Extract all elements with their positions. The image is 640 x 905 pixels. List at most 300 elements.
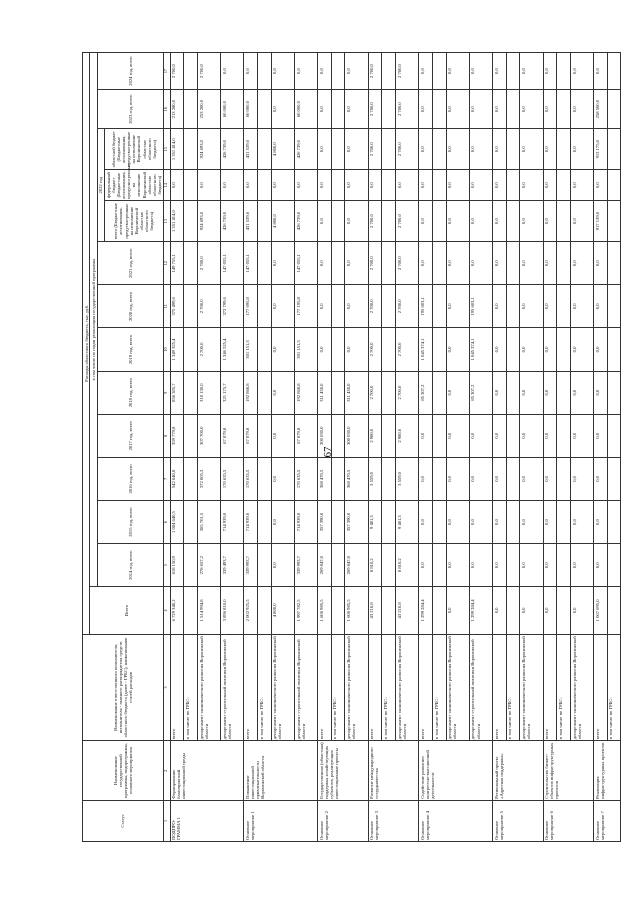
value-cell: 0,0 — [594, 457, 608, 500]
header-2019: 2019 год, всего — [97, 328, 163, 371]
value-cell — [331, 328, 345, 371]
value-cell: 0,0 — [570, 53, 593, 90]
table-row — [170, 53, 184, 842]
executor-cell: департамент экономического развития Воронежской области — [271, 634, 294, 741]
value-cell: 0,0 — [446, 90, 469, 129]
value-cell: 2 700,0 — [368, 129, 382, 170]
value-cell: 0,0 — [492, 201, 506, 242]
value-cell: 0,0 — [492, 285, 506, 328]
value-cell: 0,0 — [570, 371, 593, 414]
document-sheet — [82, 52, 614, 842]
value-cell — [331, 414, 345, 457]
value-cell: 0,0 — [520, 129, 543, 170]
value-cell: 253 200,0 — [197, 90, 220, 129]
value-cell: 0,0 — [492, 129, 506, 170]
value-cell: 0,0 — [170, 170, 184, 201]
value-cell — [557, 242, 571, 285]
budget-table — [82, 52, 621, 842]
table-row — [594, 53, 608, 842]
value-cell — [258, 129, 272, 170]
value-cell: 0,0 — [469, 414, 492, 457]
status-cell: Основное мероприятие 4 — [419, 800, 493, 841]
table-row — [258, 53, 272, 842]
value-cell: 0,0 — [520, 414, 543, 457]
column-number: 15 — [163, 129, 170, 170]
value-cell: 1 514 994,8 — [197, 587, 220, 634]
value-cell: 0,0 — [396, 170, 419, 201]
table-row — [382, 53, 396, 842]
table-row — [419, 53, 433, 842]
value-cell: 542 640,8 — [170, 457, 184, 500]
value-cell: 0,0 — [492, 371, 506, 414]
value-cell: 375 499,6 — [170, 285, 184, 328]
value-cell: 0,0 — [446, 129, 469, 170]
value-cell: 3 896 810,0 — [221, 587, 244, 634]
table-row — [557, 53, 571, 842]
value-cell — [432, 371, 446, 414]
executor-cell: всего — [594, 634, 608, 741]
column-number: 12 — [163, 242, 170, 285]
value-cell: 1 349 325,4 — [170, 328, 184, 371]
value-cell — [258, 242, 272, 285]
value-cell: 2 980,0 — [368, 414, 382, 457]
value-cell — [506, 587, 520, 634]
value-cell — [607, 285, 621, 328]
value-cell — [607, 129, 621, 170]
value-cell: 0,0 — [446, 544, 469, 587]
value-cell — [184, 544, 198, 587]
value-cell: 1 606 985,5 — [318, 587, 332, 634]
value-cell: 2 980,0 — [396, 414, 419, 457]
status-cell: ПОДПРО-ГРАММА 1 — [170, 800, 244, 841]
value-cell: 0,0 — [446, 170, 469, 201]
value-cell: 0,0 — [469, 129, 492, 170]
executor-cell: в том числе по ГРБС: — [258, 634, 272, 741]
value-cell: 0,0 — [271, 170, 294, 201]
value-cell: 177 195,8 — [294, 285, 317, 328]
executor-cell: в том числе по ГРБС: — [557, 634, 571, 741]
value-cell — [258, 201, 272, 242]
value-cell: 6 729 340,2 — [170, 587, 184, 634]
table-row — [396, 53, 419, 842]
value-cell — [258, 90, 272, 129]
value-cell: 0,0 — [221, 170, 244, 201]
value-cell — [184, 414, 198, 457]
value-cell: 0,0 — [492, 90, 506, 129]
header-expenditures: Расходы областного бюджета, тыс. руб. — [83, 53, 90, 635]
executor-cell: в том числе по ГРБС: — [506, 634, 520, 741]
value-cell: 1 997 782,5 — [294, 587, 317, 634]
value-cell: 2 700,0 — [197, 242, 220, 285]
value-cell: 372 799,6 — [221, 285, 244, 328]
value-cell — [607, 90, 621, 129]
value-cell: 213 280,0 — [170, 90, 184, 129]
header-2016: 2016 год, всего — [97, 457, 163, 500]
value-cell: 0,0 — [244, 170, 258, 201]
value-cell: 0,0 — [520, 328, 543, 371]
value-cell — [382, 170, 396, 201]
value-cell: 0,0 — [594, 544, 608, 587]
value-cell: 0,0 — [543, 587, 557, 634]
value-cell — [184, 242, 198, 285]
header-2022-total: всего (Бюджетные ассигнования, предусмотренные на исполнение Воронежской областью областного бюджета) — [104, 201, 163, 242]
rotated-table-container — [82, 52, 614, 842]
value-cell: 426 739,0 — [221, 129, 244, 170]
value-cell: 1 606 985,5 — [345, 587, 368, 634]
executor-cell: департамент строительной политики Воронежской области — [294, 634, 317, 741]
executor-cell: департамент экономического развития Воронежской области — [396, 634, 419, 741]
value-cell — [382, 201, 396, 242]
value-cell: 0,0 — [446, 500, 469, 543]
value-cell: 1 045 374,1 — [469, 328, 492, 371]
value-cell — [557, 544, 571, 587]
value-cell — [258, 285, 272, 328]
value-cell — [506, 170, 520, 201]
value-cell: 0,0 — [318, 90, 332, 129]
value-cell: 0,0 — [345, 242, 368, 285]
value-cell: 0,0 — [419, 500, 433, 543]
value-cell: 1 045 374,1 — [419, 328, 433, 371]
value-cell: 0,0 — [446, 457, 469, 500]
value-cell: 0,0 — [446, 242, 469, 285]
value-cell: 1 084 640,5 — [170, 500, 184, 543]
value-cell: 0,0 — [520, 544, 543, 587]
value-cell — [331, 371, 345, 414]
value-cell: 0,0 — [469, 457, 492, 500]
value-cell: 0,0 — [594, 170, 608, 201]
table-row — [432, 53, 446, 842]
executor-cell: в том числе по ГРБС: — [382, 634, 396, 741]
table-row — [184, 53, 198, 842]
table-row — [318, 53, 332, 842]
value-cell — [184, 328, 198, 371]
value-cell — [506, 201, 520, 242]
column-numbers-row — [163, 53, 170, 842]
value-cell — [557, 328, 571, 371]
table-row — [271, 53, 294, 842]
value-cell: 147 055,1 — [294, 242, 317, 285]
header-2014: 2014 год, всего — [97, 544, 163, 587]
value-cell: 0,0 — [492, 587, 506, 634]
value-cell: 2 700,0 — [368, 90, 382, 129]
header-status: Статус — [83, 800, 164, 841]
value-cell — [382, 371, 396, 414]
value-cell: 0,0 — [570, 242, 593, 285]
value-cell: 0,0 — [345, 328, 368, 371]
value-cell — [557, 457, 571, 500]
executor-cell: департамент экономического развития Воронежской области — [520, 634, 543, 741]
value-cell: 0,0 — [543, 285, 557, 328]
value-cell: 0,0 — [543, 170, 557, 201]
value-cell: 43 210,8 — [368, 587, 382, 634]
value-cell — [432, 457, 446, 500]
value-cell: 0,0 — [271, 328, 294, 371]
column-number: 9 — [163, 371, 170, 414]
value-cell: 2 700,0 — [368, 242, 382, 285]
program-name-cell: Государственная (областная) поддержка хозяйствующих субъектов, реализующих инвестиционные проекты — [318, 741, 369, 801]
value-cell: 0,0 — [543, 414, 557, 457]
executor-cell: департамент экономического развития Воронежской области — [197, 634, 220, 741]
value-cell: 913 175,0 — [594, 129, 608, 170]
value-cell: 1 067 695,0 — [594, 587, 608, 634]
value-cell — [557, 587, 571, 634]
program-name-cell: Повышение инвестиционной привлекательности Воронежской области — [244, 741, 318, 801]
value-cell — [258, 414, 272, 457]
value-cell: 0,0 — [543, 500, 557, 543]
value-cell: 147 055,1 — [221, 242, 244, 285]
value-cell: 67 079,8 — [221, 414, 244, 457]
value-cell — [607, 544, 621, 587]
column-number: 17 — [163, 53, 170, 90]
value-cell — [432, 414, 446, 457]
value-cell: 0,0 — [594, 371, 608, 414]
value-cell: 85 307,2 — [469, 371, 492, 414]
value-cell: 618 150,9 — [170, 544, 184, 587]
value-cell: 0,0 — [570, 457, 593, 500]
value-cell: 0,0 — [318, 201, 332, 242]
value-cell: 0,0 — [294, 170, 317, 201]
value-cell: 0,0 — [419, 414, 433, 457]
value-cell: 301 151,3 — [244, 328, 258, 371]
value-cell: 0,0 — [469, 53, 492, 90]
value-cell — [607, 414, 621, 457]
value-cell: 431 539,0 — [244, 129, 258, 170]
value-cell — [331, 500, 345, 543]
value-cell — [506, 371, 520, 414]
value-cell: 301 151,3 — [294, 328, 317, 371]
value-cell: 357 390,0 — [318, 500, 332, 543]
value-cell: 0,0 — [446, 285, 469, 328]
value-cell: 170 635,5 — [294, 457, 317, 500]
value-cell: 714 939,0 — [244, 500, 258, 543]
value-cell: 1 299 284,4 — [419, 587, 433, 634]
executor-cell: всего — [318, 634, 332, 741]
header-2022: 2022 год — [97, 129, 104, 242]
value-cell — [557, 129, 571, 170]
value-cell — [557, 500, 571, 543]
value-cell — [382, 414, 396, 457]
value-cell: 8 810,2 — [396, 544, 419, 587]
value-cell: 0,0 — [520, 587, 543, 634]
value-cell — [382, 587, 396, 634]
value-cell — [382, 90, 396, 129]
executor-cell: в том числе по ГРБС: — [432, 634, 446, 741]
header-2021: 2021 год, всего — [97, 242, 163, 285]
value-cell: 0,0 — [271, 371, 294, 414]
value-cell: 0,0 — [446, 328, 469, 371]
column-number: 14 — [163, 170, 170, 201]
value-cell — [432, 587, 446, 634]
column-number: 11 — [163, 285, 170, 328]
value-cell: 9 401,5 — [368, 500, 382, 543]
value-cell: 0,0 — [520, 500, 543, 543]
value-cell — [184, 587, 198, 634]
value-cell: 0,0 — [570, 90, 593, 129]
value-cell: 1 299 284,4 — [469, 587, 492, 634]
value-cell: 0,0 — [318, 129, 332, 170]
value-cell: 0,0 — [520, 371, 543, 414]
value-cell: 0,0 — [345, 129, 368, 170]
executor-cell: департамент экономического развития Воронежской области — [570, 634, 593, 741]
value-cell: 0,0 — [543, 544, 557, 587]
value-cell: 0,0 — [594, 500, 608, 543]
column-number: 4 — [163, 587, 170, 634]
value-cell — [331, 53, 345, 90]
value-cell: 2 700,0 — [396, 201, 419, 242]
value-cell — [331, 457, 345, 500]
value-cell: 0,0 — [492, 328, 506, 371]
value-cell: 0,0 — [419, 170, 433, 201]
executor-cell: всего — [492, 634, 506, 741]
value-cell — [258, 170, 272, 201]
value-cell: 85 307,2 — [419, 371, 433, 414]
table-row — [244, 53, 258, 842]
value-cell: 0,0 — [469, 544, 492, 587]
value-cell — [331, 201, 345, 242]
value-cell — [258, 371, 272, 414]
value-cell: 917 139,0 — [594, 201, 608, 242]
value-cell: 357 390,0 — [345, 500, 368, 543]
value-cell: 339 993,7 — [244, 544, 258, 587]
value-cell: 0,0 — [318, 53, 332, 90]
executor-cell: всего — [170, 634, 184, 741]
table-row — [345, 53, 368, 842]
value-cell — [184, 371, 198, 414]
value-cell: 0,0 — [570, 170, 593, 201]
value-cell: 9 401,5 — [396, 500, 419, 543]
value-cell: 0,0 — [271, 544, 294, 587]
value-cell: 310 130,0 — [197, 371, 220, 414]
table-row — [446, 53, 469, 842]
header-executor: Наименование ответственного исполнителя, исполнителя - главного распорядителя средств областного бюджета (далее - ГРБС), наименование статей расходов — [83, 634, 164, 741]
value-cell — [382, 129, 396, 170]
value-cell: 269 847,0 — [345, 544, 368, 587]
value-cell: 269 847,0 — [318, 544, 332, 587]
value-cell: 0,0 — [271, 414, 294, 457]
value-cell — [258, 328, 272, 371]
column-number: 2 — [163, 741, 170, 801]
value-cell: 714 939,0 — [221, 500, 244, 543]
value-cell — [557, 201, 571, 242]
value-cell: 307 700,0 — [197, 414, 220, 457]
value-cell: 426 739,0 — [294, 129, 317, 170]
value-cell: 0,0 — [594, 414, 608, 457]
value-cell: 0,0 — [570, 129, 593, 170]
column-number: 3 — [163, 634, 170, 741]
value-cell — [258, 587, 272, 634]
value-cell: 0,0 — [570, 544, 593, 587]
value-cell: 0,0 — [543, 242, 557, 285]
status-cell: Основное мероприятие 7 — [594, 800, 621, 841]
value-cell: 149 755,1 — [170, 242, 184, 285]
value-cell: 0,0 — [345, 90, 368, 129]
value-cell: 0,0 — [492, 242, 506, 285]
value-cell — [382, 285, 396, 328]
program-name-cell: Региональный проект «Адресная поддержка» — [492, 741, 543, 801]
value-cell: 195 603,1 — [419, 285, 433, 328]
value-cell: 431 539,0 — [244, 201, 258, 242]
value-cell: 339 493,7 — [221, 544, 244, 587]
program-name-cell: Формирование благоприятной инвестиционной среды — [170, 741, 244, 801]
value-cell: 426 739,0 — [294, 201, 317, 242]
executor-cell: департамент экономического развития Воронежской области — [345, 634, 368, 741]
value-cell: 0,0 — [318, 285, 332, 328]
value-cell — [258, 544, 272, 587]
value-cell — [432, 242, 446, 285]
table-row — [520, 53, 543, 842]
value-cell: 0,0 — [318, 170, 332, 201]
value-cell — [506, 500, 520, 543]
value-cell: 0,0 — [543, 53, 557, 90]
value-cell: 365 701,5 — [197, 500, 220, 543]
program-name-cell: Содействие развитию конгрессно-выставочной деятельности — [419, 741, 493, 801]
value-cell — [506, 414, 520, 457]
value-cell: 192 868,8 — [244, 371, 258, 414]
header-2018: 2018 год, всего — [97, 371, 163, 414]
value-cell: 0,0 — [294, 53, 317, 90]
header-2022-regional: областной бюджет (Бюджетные ассигнования, предусмотренные на исполнение Воронежской областью областного бюджета) — [104, 129, 163, 170]
value-cell: 0,0 — [271, 285, 294, 328]
value-cell: 2 700,0 — [368, 328, 382, 371]
column-number: 6 — [163, 500, 170, 543]
value-cell — [557, 371, 571, 414]
value-cell: 0,0 — [570, 587, 593, 634]
value-cell — [432, 170, 446, 201]
value-cell: 0,0 — [419, 457, 433, 500]
value-cell: 0,0 — [543, 371, 557, 414]
value-cell: 0,0 — [197, 170, 220, 201]
value-cell: 0,0 — [318, 328, 332, 371]
status-cell: Основное мероприятие 5 — [492, 800, 543, 841]
executor-cell: всего — [419, 634, 433, 741]
value-cell: 2 700,0 — [396, 129, 419, 170]
executor-cell: всего — [543, 634, 557, 741]
value-cell — [184, 170, 198, 201]
value-cell: 339 993,7 — [294, 544, 317, 587]
value-cell: 0,0 — [543, 90, 557, 129]
value-cell: 0,0 — [271, 90, 294, 129]
value-cell — [432, 53, 446, 90]
header-program-name: Наименование государственной программы, подпрограммы, основного мероприятия — [83, 741, 164, 801]
value-cell: 2 700,0 — [396, 371, 419, 414]
column-number: 10 — [163, 328, 170, 371]
value-cell — [607, 500, 621, 543]
value-cell: 300 030,0 — [318, 414, 332, 457]
value-cell: 170 635,5 — [244, 457, 258, 500]
value-cell: 0,0 — [446, 587, 469, 634]
value-cell — [506, 90, 520, 129]
value-cell: 2 700,0 — [368, 285, 382, 328]
value-cell: 2 700,0 — [197, 328, 220, 371]
value-cell: 2 700,0 — [396, 285, 419, 328]
value-cell: 258 500,0 — [594, 90, 608, 129]
value-cell — [506, 129, 520, 170]
value-cell — [258, 457, 272, 500]
program-name-cell: Развитие международного сотрудничества — [368, 741, 419, 801]
value-cell: 0,0 — [492, 414, 506, 457]
value-cell — [331, 90, 345, 129]
value-cell: 0,0 — [492, 170, 506, 201]
value-cell — [382, 500, 396, 543]
table-row — [294, 53, 317, 842]
value-cell: 67 079,8 — [294, 414, 317, 457]
executor-cell: в том числе по ГРБС: — [184, 634, 198, 741]
value-cell: 0,0 — [345, 170, 368, 201]
value-cell: 2 700,0 — [197, 53, 220, 90]
value-cell: 0,0 — [345, 201, 368, 242]
value-cell: 856 305,7 — [170, 371, 184, 414]
value-cell: 60 000,0 — [221, 90, 244, 129]
